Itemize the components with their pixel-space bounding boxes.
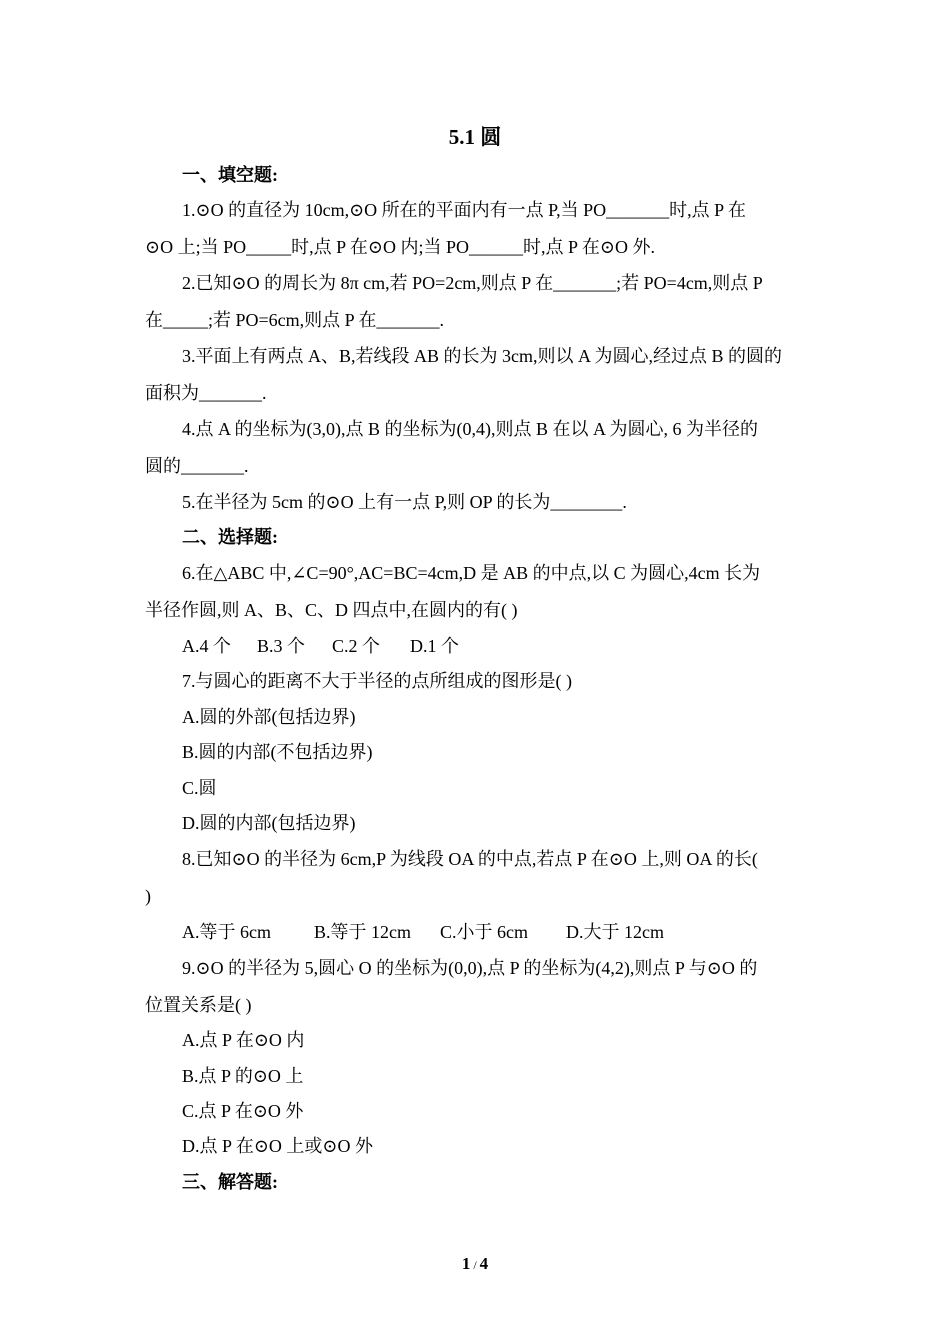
question-7-option-d: D.圆的内部(包括边界) <box>182 813 356 833</box>
question-8-line-1: 8.已知⊙O 的半径为 6cm,P 为线段 OA 的中点,若点 P 在⊙O 上,则 OA 的长( <box>182 849 758 869</box>
question-6-line-2: 半径作圆,则 A、B、C、D 四点中,在圆内的有( ) <box>145 600 518 620</box>
page-title: 5.1 圆 <box>448 125 502 149</box>
question-2-line-1: 2.已知⊙O 的周长为 8π cm,若 PO=2cm,则点 P 在_______;若 PO=4cm,则点 P <box>182 273 763 293</box>
question-7-option-c: C.圆 <box>182 778 217 798</box>
question-2-line-2: 在_____;若 PO=6cm,则点 P 在_______. <box>145 310 444 330</box>
page-number-current: 1 <box>461 1254 471 1273</box>
page-number <box>0 1252 950 1277</box>
question-8-option-d: D.大于 12cm <box>566 922 664 942</box>
question-3-line-1: 3.平面上有两点 A、B,若线段 AB 的长为 3cm,则以 A 为圆心,经过点 B 的圆的 <box>182 346 783 366</box>
question-5: 5.在半径为 5cm 的⊙O 上有一点 P,则 OP 的长为________. <box>182 492 627 512</box>
question-7-option-a: A.圆的外部(包括边界) <box>182 707 356 727</box>
question-6-option-d: D.1 个 <box>410 636 459 656</box>
question-9-option-b: B.点 P 的⊙O 上 <box>182 1066 304 1086</box>
question-4-line-1: 4.点 A 的坐标为(3,0),点 B 的坐标为(0,4),则点 B 在以 A 为圆心, 6 为半径的 <box>182 419 758 439</box>
question-6-line-1: 6.在△ABC 中,∠C=90°,AC=BC=4cm,D 是 AB 的中点,以 C 为圆心,4cm 长为 <box>182 563 761 583</box>
section-heading-multiple-choice: 二、选择题: <box>182 527 278 547</box>
question-6-options <box>182 633 459 659</box>
page-number-total: 4 <box>479 1254 489 1273</box>
question-8-option-a: A.等于 6cm <box>182 922 271 942</box>
question-7: 7.与圆心的距离不大于半径的点所组成的图形是( ) <box>182 671 572 691</box>
question-9-option-d: D.点 P 在⊙O 上或⊙O 外 <box>182 1136 374 1156</box>
question-8-option-b: B.等于 12cm <box>314 922 411 942</box>
question-9-line-2: 位置关系是( ) <box>145 995 252 1015</box>
question-6-option-c: C.2 个 <box>332 636 381 656</box>
question-4-line-2: 圆的_______. <box>145 456 249 476</box>
question-3-line-2: 面积为_______. <box>145 383 267 403</box>
question-9-line-1: 9.⊙O 的半径为 5,圆心 O 的坐标为(0,0),点 P 的坐标为(4,2),则点 P 与⊙O 的 <box>182 958 758 978</box>
question-7-option-b: B.圆的内部(不包括边界) <box>182 742 373 762</box>
question-1-line-2: ⊙O 上;当 PO_____时,点 P 在⊙O 内;当 PO______时,点 P 在⊙O 外. <box>145 237 655 257</box>
question-8-line-2: ) <box>145 886 151 906</box>
question-6-option-a: A.4 个 <box>182 636 231 656</box>
question-6-option-b: B.3 个 <box>257 636 306 656</box>
question-8-options <box>182 919 664 945</box>
question-1-line-1: 1.⊙O 的直径为 10cm,⊙O 所在的平面内有一点 P,当 PO_______时,点 P 在 <box>182 200 747 220</box>
question-8-option-c: C.小于 6cm <box>440 922 528 942</box>
section-heading-fill-blank: 一、填空题: <box>182 165 278 185</box>
question-9-option-a: A.点 P 在⊙O 内 <box>182 1030 305 1050</box>
question-9-option-c: C.点 P 在⊙O 外 <box>182 1101 304 1121</box>
section-heading-answer: 三、解答题: <box>182 1172 278 1192</box>
page-number-separator: / <box>473 1258 477 1272</box>
